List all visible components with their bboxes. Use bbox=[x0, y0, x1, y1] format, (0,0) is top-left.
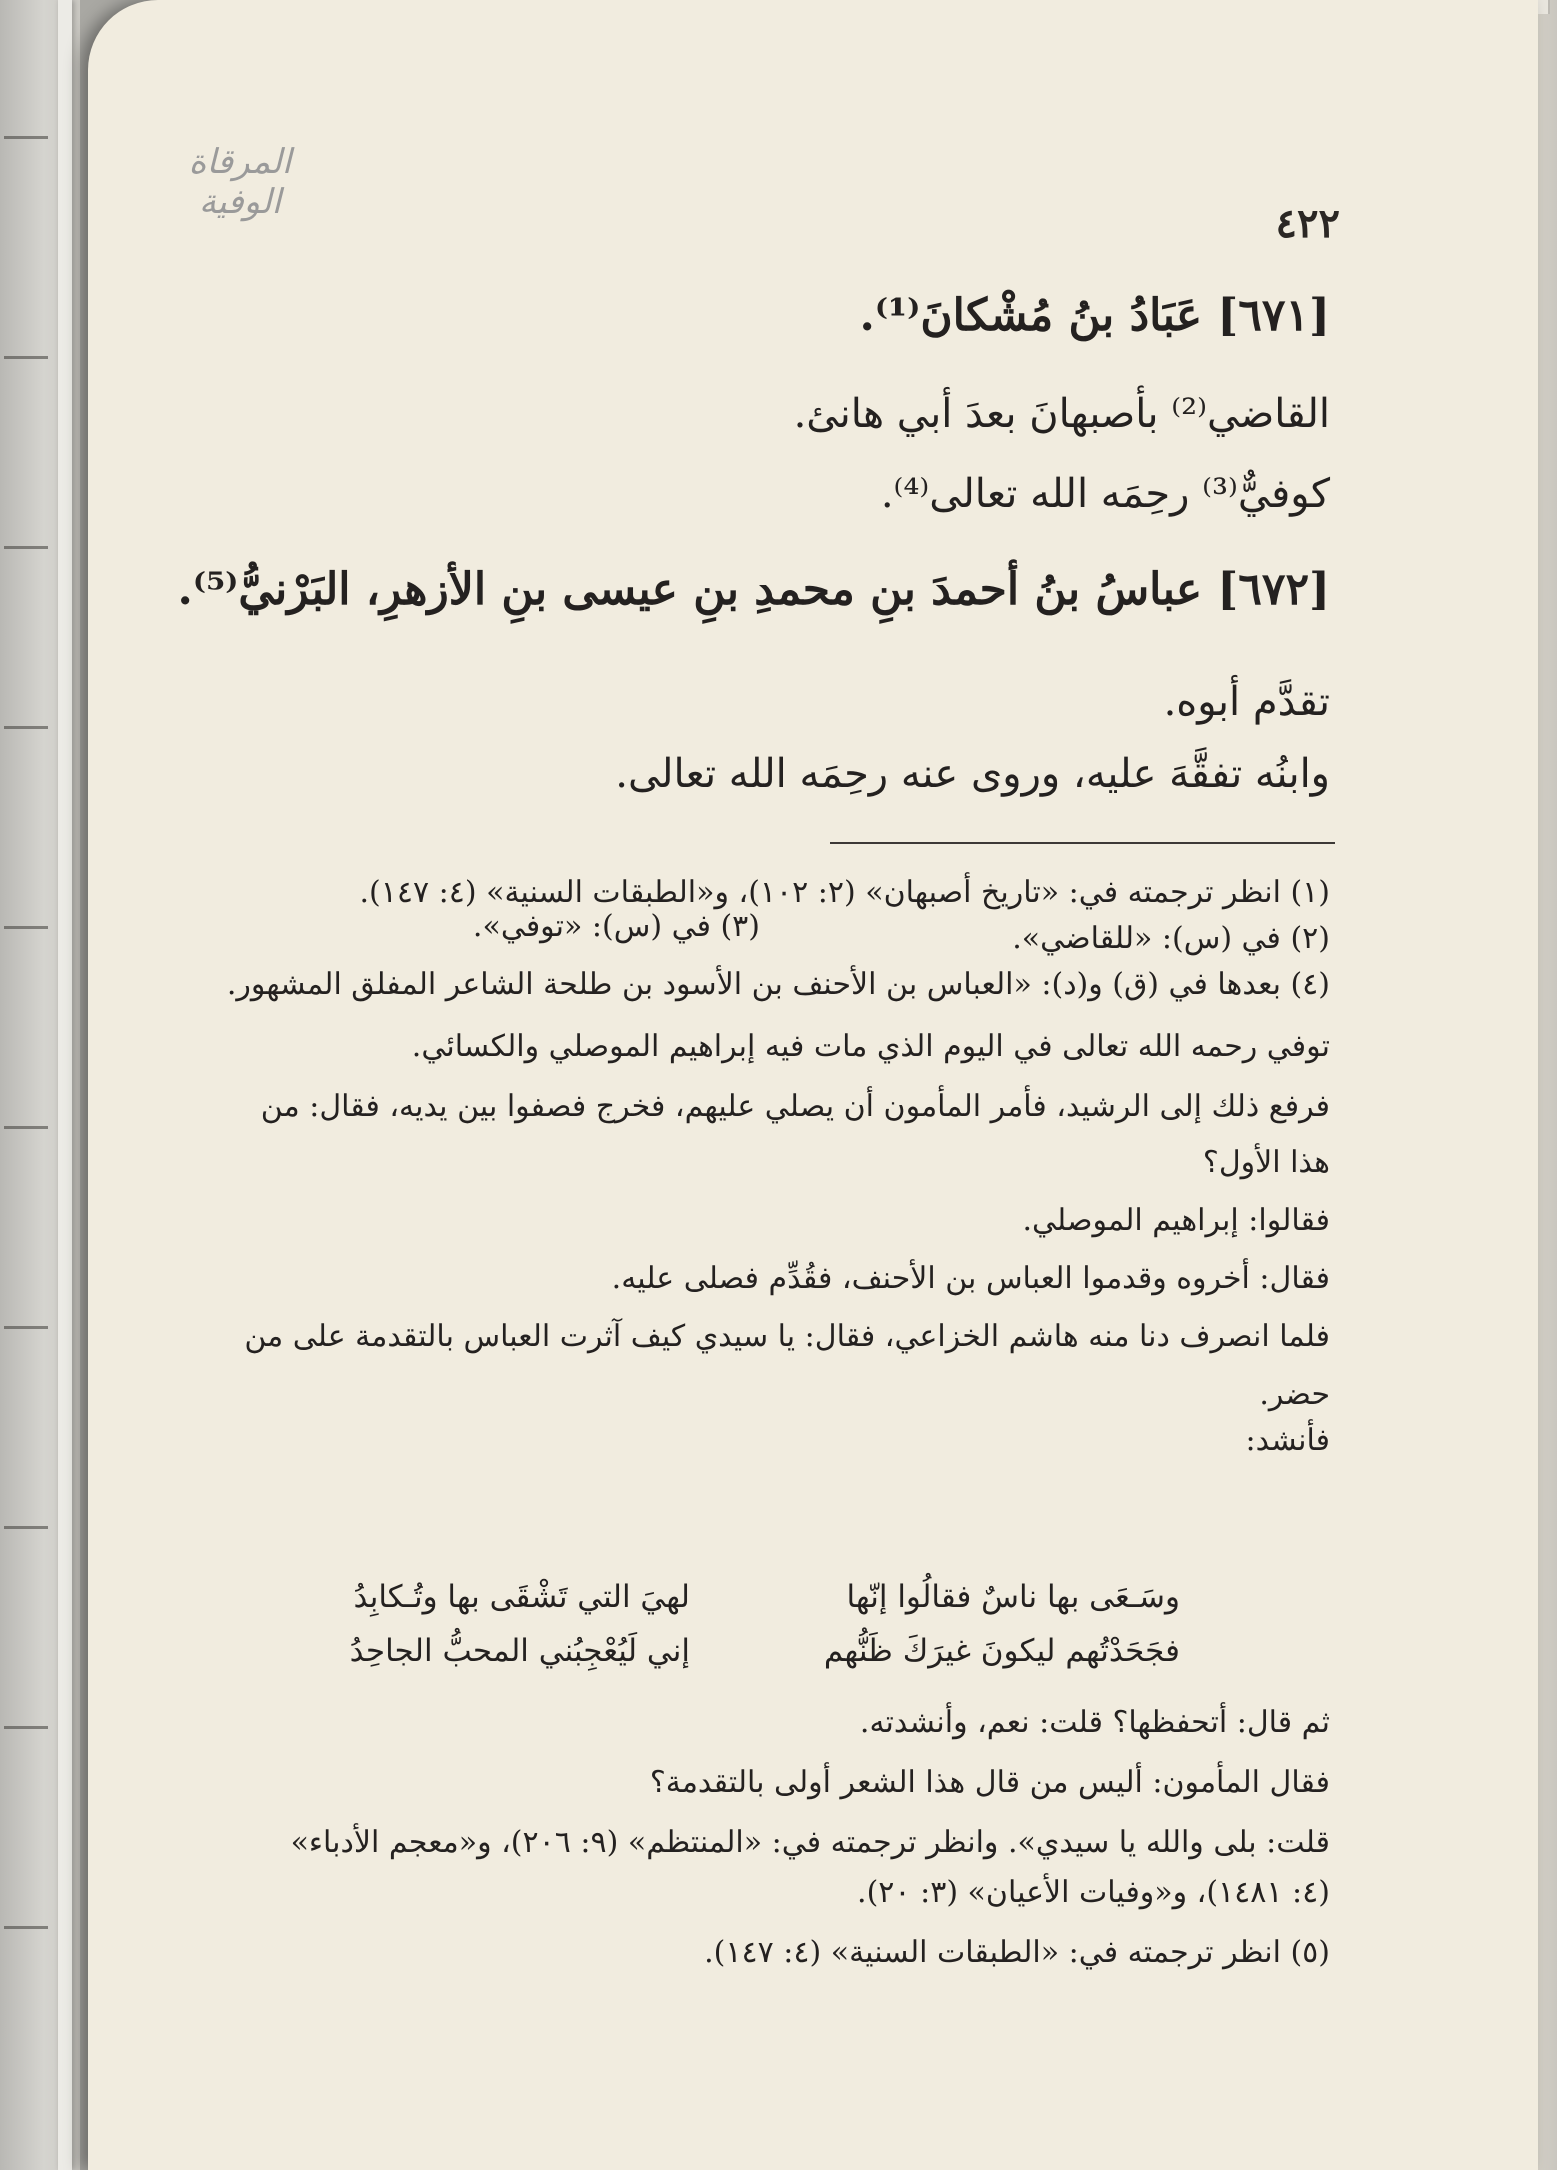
footnote-3: (٣) في (س): «توفي». bbox=[472, 909, 760, 944]
entry-671-line: القاضي⁽²⁾ بأصبهانَ بعدَ أبي هانئ. bbox=[793, 391, 1330, 437]
footnote-4-line: فرفع ذلك إلى الرشيد، فأمر المأمون أن يصلي عليهم، فخرج فصفوا بين يديه، فقال: من bbox=[260, 1089, 1330, 1124]
prev-page-text-fragment bbox=[4, 330, 48, 359]
entry-672-title: [٦٧٢] عباسُ بنُ أحمدَ بنِ محمدِ بنِ عيسى بنِ الأزهرِ، البَرْنيُّ⁽⁵⁾. bbox=[177, 564, 1330, 615]
prev-page-text-fragment bbox=[4, 700, 48, 729]
footnote-1: (١) انظر ترجمته في: «تاريخ أصبهان» (٢: ١٠٢)، و«الطبقات السنية» (٤: ١٤٧). bbox=[359, 875, 1330, 910]
prev-page-text-fragment bbox=[4, 900, 48, 929]
footnote-4-line: (٤: ١٤٨١)، و«وفيات الأعيان» (٣: ٢٠). bbox=[857, 1875, 1330, 1910]
prev-page-text-fragment bbox=[4, 1700, 48, 1729]
footnote-2-3-row bbox=[150, 909, 1330, 962]
footnote-4-line: فلما انصرف دنا منه هاشم الخزاعي، فقال: يا سيدي كيف آثرت العباس بالتقدمة على من bbox=[244, 1319, 1330, 1354]
verse-2-first-hemistich: فجَحَدْتُهم ليكونَ غيرَكَ ظَنُّهم bbox=[823, 1633, 1180, 1669]
running-title: المرقاة الوفية bbox=[188, 142, 292, 222]
footnotes-continued bbox=[150, 1700, 1330, 1976]
prev-page-text-fragment bbox=[4, 1100, 48, 1129]
footnote-4-line: ثم قال: أتحفظها؟ قلت: نعم، وأنشدته. bbox=[859, 1705, 1330, 1740]
verse-1-second-hemistich: لهيَ التي تَشْقَى بها وتُـكابِدُ bbox=[353, 1579, 690, 1615]
footnote-4-line: قلت: بلى والله يا سيدي». وانظر ترجمته في: «المنتظم» (٩: ٢٠٦)، و«معجم الأدباء» bbox=[290, 1825, 1330, 1860]
entry-671-body bbox=[150, 386, 1330, 522]
page-number: ٤٢٢ bbox=[1275, 200, 1340, 247]
verse-1-first-hemistich: وسَـعَى بها ناسٌ فقالُوا إنّها bbox=[846, 1579, 1180, 1615]
footnotes bbox=[150, 870, 1330, 1464]
footnote-4-line: توفي رحمه الله تعالى في اليوم الذي مات فيه إبراهيم الموصلي والكسائي. bbox=[411, 1029, 1330, 1064]
entry-672-body bbox=[150, 674, 1330, 802]
footnote-4-line: (٤) بعدها في (ق) و(د): «العباس بن الأحنف بن الأسود بن طلحة الشاعر المفلق المشهور. bbox=[226, 967, 1330, 1002]
prev-page-text-fragment bbox=[4, 1500, 48, 1529]
entry-672-line: تقدَّم أبوه. bbox=[1163, 679, 1330, 725]
prev-page-text-fragment bbox=[4, 1900, 48, 1929]
entry-671-line: كوفيٌّ⁽³⁾ رحِمَه الله تعالى⁽⁴⁾. bbox=[880, 471, 1330, 517]
footnote-divider bbox=[830, 842, 1335, 844]
footnote-4-line: فقالوا: إبراهيم الموصلي. bbox=[1022, 1203, 1330, 1238]
verse-second-hemistich-column bbox=[240, 1570, 690, 1678]
entry-671-title: [٦٧١] عَبَادُ بنُ مُشْكانَ⁽¹⁾. bbox=[859, 290, 1330, 341]
prev-page-text-fragment bbox=[4, 1300, 48, 1329]
footnote-2: (٢) في (س): «للقاضي». bbox=[1012, 921, 1330, 956]
prev-page-text-fragment bbox=[4, 520, 48, 549]
footnote-5: (٥) انظر ترجمته في: «الطبقات السنية» (٤: ١٤٧). bbox=[704, 1935, 1330, 1970]
page-stack-strip bbox=[58, 0, 72, 2170]
footnote-4-line: فأنشد: bbox=[1245, 1423, 1330, 1458]
verse-first-hemistich-column bbox=[700, 1570, 1180, 1678]
footnote-4-line: هذا الأول؟ bbox=[1202, 1145, 1330, 1180]
entry-672-line: وابنُه تفقَّهَ عليه، وروى عنه رحِمَه الله تعالى. bbox=[615, 751, 1330, 797]
footnote-4-line: حضر. bbox=[1259, 1377, 1330, 1412]
entry-672-block bbox=[150, 560, 1330, 620]
footnote-4-line: فقال: أخروه وقدموا العباس بن الأحنف، فقُدِّم فصلى عليه. bbox=[611, 1261, 1330, 1296]
verse-2-second-hemistich: إني لَيُعْجِبُني المحبُّ الجاحِدُ bbox=[349, 1633, 690, 1669]
entry-671-block bbox=[150, 286, 1330, 346]
footnote-4-line: فقال المأمون: أليس من قال هذا الشعر أولى بالتقدمة؟ bbox=[649, 1765, 1330, 1800]
prev-page-text-fragment bbox=[4, 110, 48, 139]
